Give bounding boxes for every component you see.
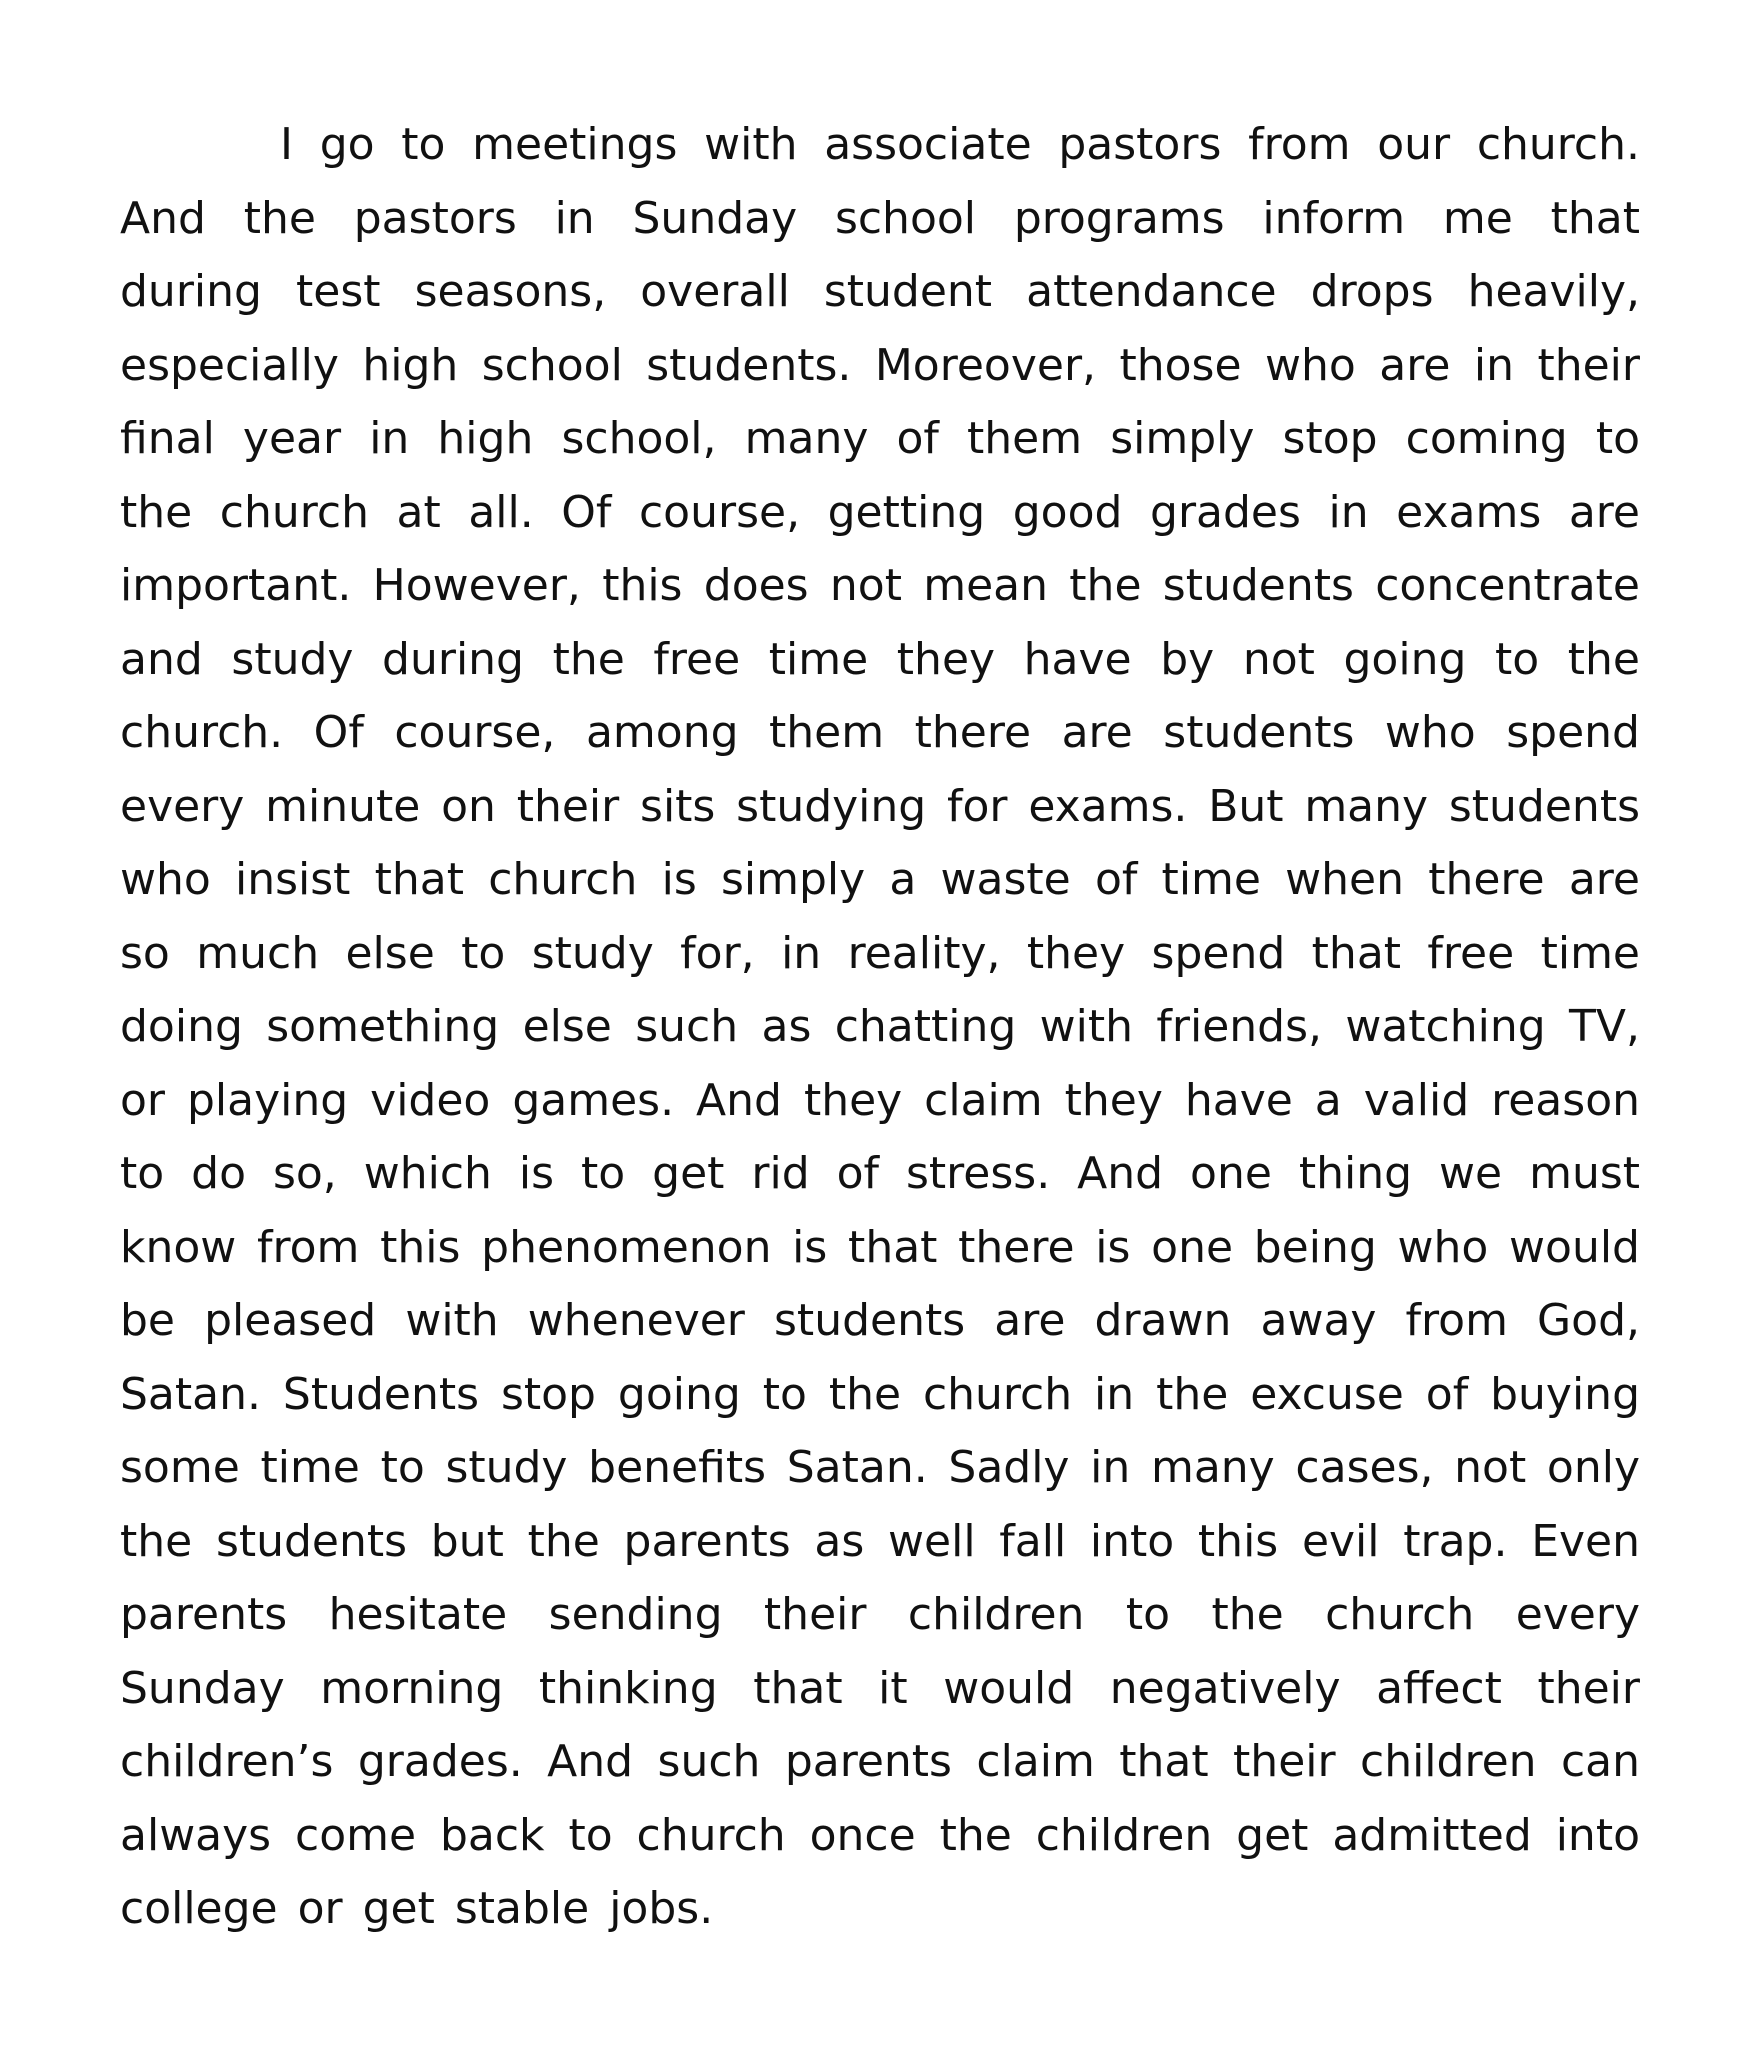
body-paragraph — [120, 108, 1640, 1946]
paragraph-text: I go to meetings with associate pastors from our church. And the pastors in Sunday school programs inform me that during test seasons, overall student attendance drops heavily, especially high school students. Moreover, those who are in their final year in high school, many of them simply stop coming to the church at all. Of course, getting good grades in exams are important. However, this does not mean the students concentrate and study during the free time they have by not going to the church. Of course, among them there are students who spend every minute on their sits studying for exams. But many students who insist that church is simply a waste of time when there are so much else to study for, in reality, they spend that free time doing something else such as chatting with friends, watching TV, or playing video games. And they claim they have a valid reason to do so, which is to get rid of stress. And one thing we must know from this phenomenon is that there is one being who would be pleased with whenever students are drawn away from God, Satan. Students stop going to the church in the excuse of buying some time to study benefits Satan. Sadly in many cases, not only the students but the parents as well fall into this evil trap. Even parents hesitate sending their children to the church every Sunday morning thinking that it would negatively affect their children’s grades. And such parents claim that their children can always come back to church once the children get admitted into college or get stable jobs. — [120, 119, 1640, 1934]
